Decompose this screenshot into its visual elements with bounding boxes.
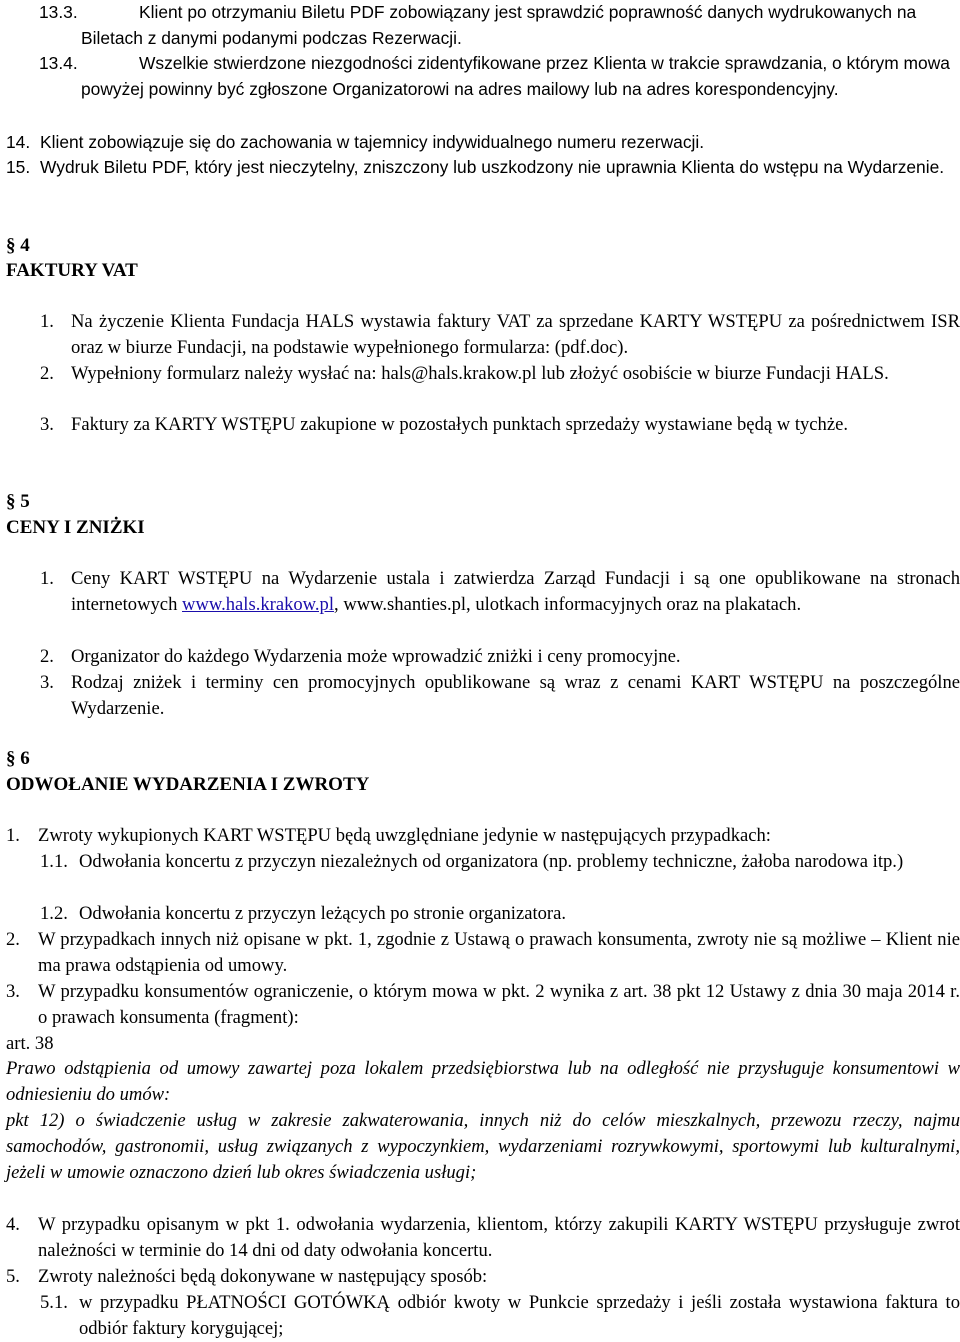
- item-text: W przypadku konsumentów ograniczenie, o którym mowa w pkt. 2 wynika z art. 38 pkt 12 Ustawy z dnia 30 maja 2014 r. o prawach konsumenta (fragment):: [38, 981, 960, 1028]
- item-number: 1.: [6, 825, 20, 846]
- item-13-4: [0, 51, 960, 103]
- article-label: art. 38: [6, 1033, 54, 1054]
- section-6-title: ODWOŁANIE WYDARZENIA I ZWROTY: [6, 774, 370, 795]
- item-number: 1.2.: [40, 903, 68, 924]
- item-text: Klient po otrzymaniu Biletu PDF zobowiązany jest sprawdzić poprawność danych wydrukowanych na Biletach z danymi podanymi podczas Rezerwacji.: [81, 2, 917, 48]
- item-text: Odwołania koncertu z przyczyn leżących po stronie organizatora.: [79, 903, 567, 924]
- item-number: 3.: [40, 672, 54, 693]
- item-number: 3.: [6, 981, 20, 1002]
- item-number: 2.: [40, 646, 54, 667]
- item-number: 2.: [6, 929, 20, 950]
- law-quote-intro: Prawo odstąpienia od umowy zawartej poza lokalem przedsiębiorstwa lub na odległość nie przysługuje konsumentowi w odniesieniu do umów:: [6, 1058, 960, 1105]
- section-5-title: CENY I ZNIŻKI: [6, 517, 145, 538]
- s6-item-1-2: [0, 901, 960, 927]
- item-text: W przypadku opisanym w pkt 1. odwołania wydarzenia, klientom, którzy zakupili KARTY WSTĘPU przysługuje zwrot należności w terminie do 14 dni od daty odwołania koncertu.: [38, 1214, 960, 1261]
- item-text: Rodzaj zniżek i terminy cen promocyjnych opublikowane są wraz z cenami KART WSTĘPU na poszczególne Wydarzenie.: [71, 672, 960, 719]
- s6-item-4: [0, 1212, 960, 1264]
- section-4-title: FAKTURY VAT: [6, 260, 138, 281]
- item-text: Ceny KART WSTĘPU na Wydarzenie ustala i zatwierdza Zarząd Fundacji i są one opublikowane na stronach internetowych www.hals.krakow.pl, www.shanties.pl, ulotkach informacyjnych oraz na plakatach.: [71, 568, 960, 615]
- item-number: 1.: [40, 568, 54, 589]
- s5-item-2: [0, 644, 960, 670]
- item-number: 15.: [6, 157, 31, 177]
- item-text: Odwołania koncertu z przyczyn niezależnych od organizatora (np. problemy techniczne, żałoba narodowa itp.): [79, 851, 904, 872]
- item-15: [0, 155, 960, 181]
- s6-item-2: [0, 927, 960, 979]
- item-text: w przypadku PŁATNOŚCI GOTÓWKĄ odbiór kwoty w Punkcie sprzedaży i jeśli została wystawiona faktura to odbiór faktury korygującej;: [79, 1292, 960, 1339]
- item-number: 14.: [6, 132, 31, 152]
- s6-item-1-1: [0, 849, 960, 875]
- item-text: Zwroty należności będą dokonywane w następujący sposób:: [38, 1266, 488, 1287]
- s6-item-3: [0, 979, 960, 1031]
- item-number: 1.1.: [40, 851, 68, 872]
- item-text: Klient zobowiązuje się do zachowania w tajemnicy indywidualnego numeru rezerwacji.: [40, 132, 705, 152]
- section-4-mark: § 4: [6, 235, 30, 256]
- section-6-mark: § 6: [6, 748, 30, 769]
- s6-item-5-1: [0, 1290, 960, 1342]
- item-text: Na życzenie Klienta Fundacja HALS wystawia faktury VAT za sprzedane KARTY WSTĘPU za pośrednictwem ISR oraz w biurze Fundacji, na podstawie wypełnionego formularza: (pdf.doc).: [71, 311, 960, 358]
- item-text: Wszelkie stwierdzone niezgodności zidentyfikowane przez Klienta w trakcie sprawdzania, o którym mowa powyżej powinny być zgłoszone Organizatorowi na adres mailowy lub na adres korespondencyjny.: [81, 53, 950, 99]
- s6-item-1: [0, 823, 960, 849]
- s5-item-3: [0, 670, 960, 722]
- item-number: 4.: [6, 1214, 20, 1235]
- section-5-mark: § 5: [6, 491, 30, 512]
- s4-item-3: [0, 412, 960, 438]
- item-number: 5.: [6, 1266, 20, 1287]
- item-text: Faktury za KARTY WSTĘPU zakupione w pozostałych punktach sprzedaży wystawiane będą w tychże.: [71, 414, 849, 435]
- s5-item-1: [0, 566, 960, 618]
- item-number: 3.: [40, 414, 54, 435]
- s4-item-1: [0, 309, 960, 361]
- s6-item-5: [0, 1264, 960, 1290]
- item-text: W przypadkach innych niż opisane w pkt. 1, zgodnie z Ustawą o prawach konsumenta, zwroty nie są możliwe – Klient nie ma prawa odstąpienia od umowy.: [38, 929, 960, 976]
- s4-item-2: [0, 361, 960, 387]
- hals-website-link[interactable]: www.hals.krakow.pl: [182, 593, 335, 615]
- item-13-3: [0, 0, 960, 52]
- item-14: [0, 130, 960, 156]
- item-number: 13.4.: [39, 53, 78, 73]
- item-number: 13.3.: [39, 2, 78, 22]
- item-number: 1.: [40, 311, 54, 332]
- item-text: Wypełniony formularz należy wysłać na: hals@hals.krakow.pl lub złożyć osobiście w biurze Fundacji HALS.: [71, 363, 889, 384]
- item-number: 5.1.: [40, 1292, 68, 1313]
- item-number: 2.: [40, 363, 54, 384]
- item-text: Zwroty wykupionych KART WSTĘPU będą uwzględniane jedynie w następujących przypadkach:: [38, 825, 771, 846]
- item-text: Wydruk Biletu PDF, który jest nieczytelny, zniszczony lub uszkodzony nie uprawnia Klienta do wstępu na Wydarzenie.: [40, 157, 945, 177]
- law-quote-point-12: pkt 12) o świadczenie usług w zakresie zakwaterowania, innych niż do celów mieszkalnych, przewozu rzeczy, najmu samochodów, gastronomii, usług związanych z wypoczynkiem, wydarzeniami rozrywkowymi, sportowymi lub kulturalnymi, jeżeli w umowie oznaczono dzień lub okres świadczenia usługi;: [6, 1110, 960, 1183]
- item-text: Organizator do każdego Wydarzenia może wprowadzić zniżki i ceny promocyjne.: [71, 646, 681, 667]
